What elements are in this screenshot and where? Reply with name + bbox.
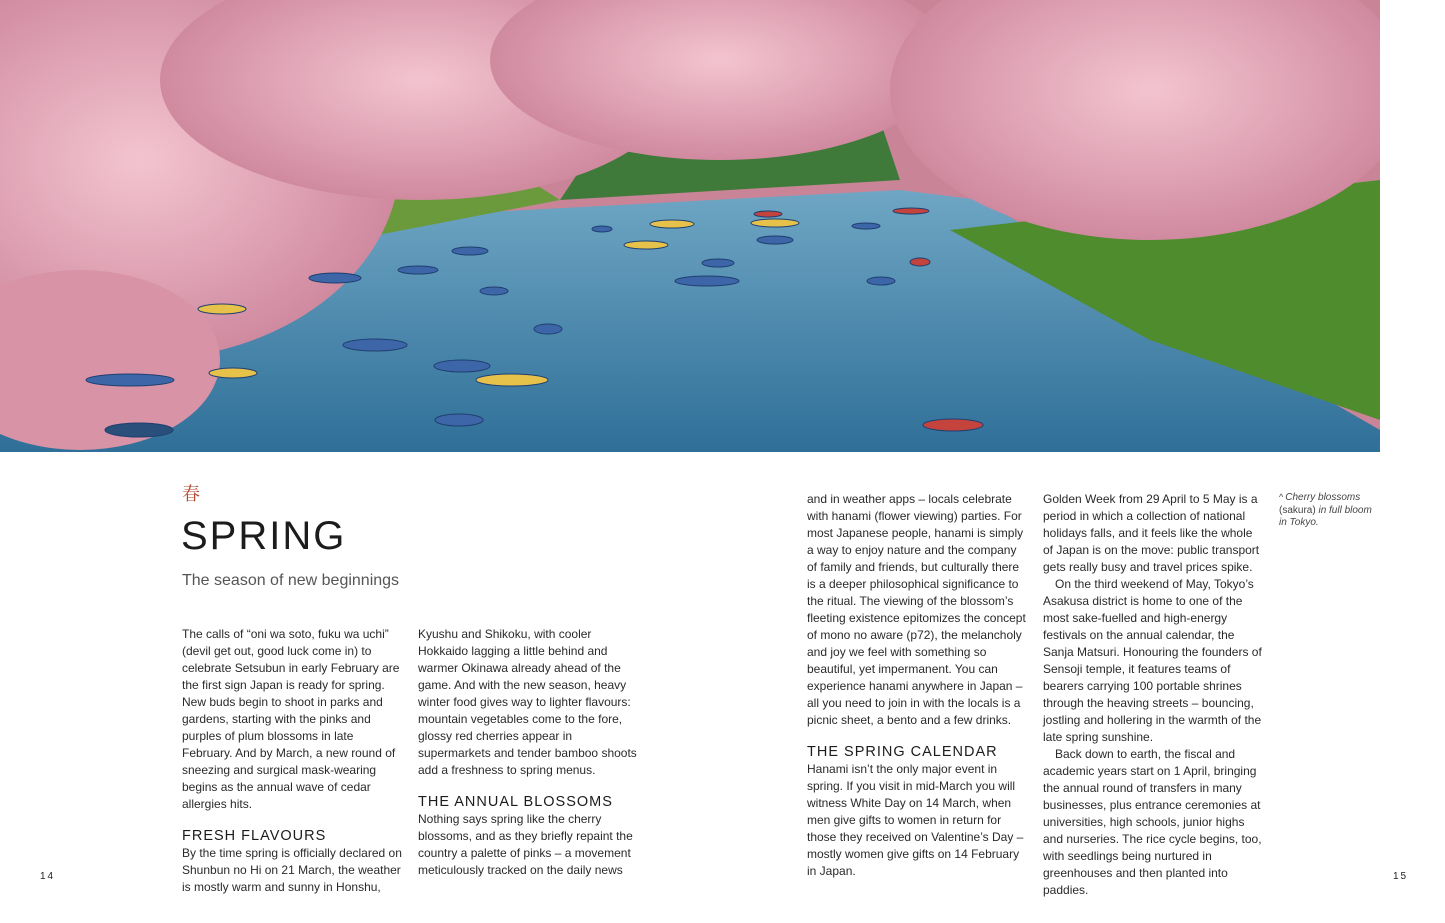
section-heading: THE SPRING CALENDAR [807,744,998,760]
section-heading: THE ANNUAL BLOSSOMS [418,794,613,810]
section-heading: FRESH FLAVOURS [182,828,327,844]
page-number-left: 14 [40,871,56,882]
caption-text: Cherry blossoms [1285,492,1361,503]
page-number-right: 15 [1393,871,1409,882]
page-margin [1380,0,1445,452]
paragraph: On the third weekend of May, Tokyo’s Asakusa district is home to one of the most sake-fuelled and high-energy festivals on the annual calendar, the Sanja Matsuri. Honouring the founders of Sensoji temple, it features teams of bearers carrying 100 portable shrines through the heaving streets – bouncing, jostling and hollering in the warmth of the late spring sunshine. [1043,577,1262,744]
text-column-3 [807,491,1029,880]
paragraph: The calls of “oni wa soto, fuku wa uchi” (devil get out, good luck come in) to celebrate Setsubun in early February are the first sign Japan is ready for spring. New buds begin to shoot in parks and gardens, starting with the pinks and purples of plum blossoms in late February. And by March, a new round of sneezing and surgical mask-wearing begins as the annual wave of cedar allergies hits. [182,627,400,811]
paragraph: By the time spring is officially declared on Shunbun no Hi on 21 March, the weather is mostly warm and sunny in Honshu, [182,846,402,894]
paragraph: Hanami isn’t the only major event in spring. If you visit in mid-March you will witness White Day on 14 March, when men give gifts to women in return for those they received on Valentine’s Day – mostly women give gifts on 14 February in Japan. [807,762,1024,878]
caret-up-icon: ^ [1279,492,1284,502]
paragraph: and in weather apps – locals celebrate with hanami (flower viewing) parties. For most Japanese people, hanami is simply a way to enjoy nature and the company of family and friends, but culturally there is a deeper philosophical significance to the ritual. The viewing of the blossom’s fleeting existence epitomizes the concept of mono no aware (p72), the melancholy and joy we feel with something so beautiful, yet impermanent. You can experience hanami anywhere in Japan – all you need to join in with the locals is a picnic sheet, a bento and a few drinks. [807,492,1026,727]
photo-caption [1279,491,1379,530]
season-kanji: 春 [182,484,200,505]
page-subtitle: The season of new beginnings [182,572,400,589]
paragraph: Nothing says spring like the cherry blossoms, and as they briefly repaint the country a palette of pinks – a movement meticulously tracked on the daily news [418,812,633,877]
text-column-1 [182,626,404,896]
paragraph: Kyushu and Shikoku, with cooler Hokkaido lagging a little behind and warmer Okinawa already ahead of the game. And with the new season, heavy winter food gives way to lighter flavours: mountain vegetables come to the fore, glossy red cherries appear in supermarkets and tender bamboo shoots add a freshness to spring menus. [418,627,637,777]
text-column-4 [1043,491,1265,899]
text-column-2 [418,626,640,879]
caption-text: (sakura) [1279,504,1316,516]
paragraph: Golden Week from 29 April to 5 May is a period in which a collection of national holidays falls, and it feels like the whole of Japan is on the move: public transport gets really busy and travel prices spike. [1043,492,1260,574]
paragraph: Back down to earth, the fiscal and academic years start on 1 April, bringing the annual round of transfers in many businesses, plus entrance ceremonies at universities, high schools, junior highs and nurseries. The rice cycle begins, too, with seedlings being nurtured in greenhouses and then planted into paddies. [1043,747,1262,897]
cherry-blossom-photo [0,0,1380,452]
page-title: SPRING [181,514,347,558]
caption-text: in full bloom in Tokyo. [1279,504,1372,528]
